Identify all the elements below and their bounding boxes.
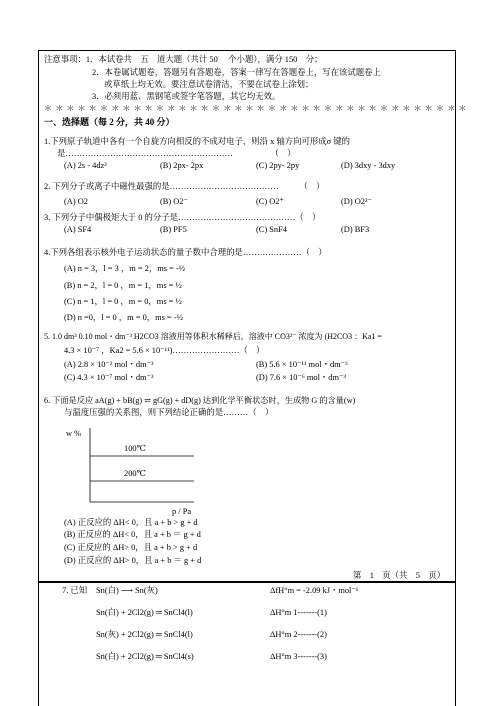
curve-label-100c: 100℃ (124, 444, 146, 453)
q6-option-b: (B) 正反应的 ΔH< 0，且 a + b ＝ g + d (64, 530, 201, 539)
q1-option-c: (C) 2py- 2py (256, 161, 300, 170)
page-number: 第 1 页（共 5 页） (353, 571, 446, 580)
q2-stem: 2. 下列分子或离子中磁性最强的是………………………………… （ ） (44, 182, 325, 191)
page-frame-continued (38, 582, 456, 706)
q4-option-c: (C) n = 1，l = 0 ，m = 0，ms = ½ (64, 297, 182, 306)
q7-enthalpy-3: ΔH°m 3-------(3) (270, 652, 327, 661)
q5-stem: 5. 1.0 dm³ 0.10 mol・dm⁻³ H2CO3 溶液用等体积水稀释后，溶液中 CO3²⁻ 浓度为 (H2CO3 ：Ka1 = (44, 332, 382, 341)
q3-option-c: (C) SnF4 (256, 225, 287, 234)
q6-stem: 6. 下面是反应 aA(g) + bB(g) ⇌ gG(g) + dD(g) 达到化学平衡状态时，生成物 G 的含量(w) (44, 396, 356, 405)
q2-option-b: (B) O2⁻ (160, 197, 188, 206)
q6-diagram (60, 418, 220, 518)
q3-option-a: (A) SF4 (64, 225, 92, 234)
q4-option-b: (B) n = 2，l = 0 ，m = 1，ms = ½ (64, 281, 182, 290)
q2-option-a: (A) O2 (64, 197, 88, 206)
q7-reaction-1: Sn(白) + 2Cl2(g) ═ SnCl4(l) (96, 608, 193, 617)
q6-option-a: (A) 正反应的 ΔH< 0，且 a + b > g + d (64, 518, 198, 527)
x-axis-label: p / Pa (172, 507, 192, 516)
q2-option-d: (D) O2²⁻ (341, 197, 372, 206)
q4-option-d: (D) n =0，l = 0 ，m = 0，ms = -½ (64, 313, 183, 322)
notice-line-2: 2．本卷属试题卷，答题另有答题卷，答案一律写在答题卷上，写在该试题卷上 (92, 68, 381, 77)
q7-reaction-2: Sn(灰) + 2Cl2(g) ═ SnCl4(l) (96, 630, 193, 639)
curve-label-200c: 200℃ (124, 469, 146, 478)
notice-line-4: 3．必须用蓝、黑钢笔或签字笔答题，其它均无效。 (92, 92, 281, 101)
q1-stem-cont: 是…………………………………………………… （ ） (57, 149, 296, 158)
q5-option-d: (D) 7.6 × 10⁻⁶ mol・dm⁻³ (256, 373, 346, 382)
q3-stem: 3. 下列分子中偶极矩大于 0 的分子是……………………………………（ ） (44, 213, 321, 222)
q7-reaction-3: Sn(白) + 2Cl2(g) ═ SnCl4(s) (96, 652, 194, 661)
q6-option-c: (C) 正反应的 ΔH> 0，且 a + b > g + d (64, 543, 198, 552)
q1-option-d: (D) 3dxy - 3dxy (341, 161, 396, 170)
q1-option-a: (A) 2s - 4dz² (64, 161, 107, 170)
notice-line-1: 注意事项：1．本试卷共 五 道大题（共计 50 个小题），满分 150 分； (44, 55, 323, 64)
q5-option-b: (B) 5.6 × 10⁻¹¹ mol・dm⁻³ (256, 360, 348, 369)
q7-enthalpy-1: ΔH°m 1-------(1) (270, 608, 327, 617)
q2-option-c: (C) O2⁺ (256, 197, 284, 206)
notice-line-3: 或草纸上均无效。要注意试卷清洁，不要在试卷上涂划； (104, 80, 314, 89)
q5-option-c: (C) 4.3 × 10⁻⁷ mol・dm⁻³ (64, 373, 154, 382)
q7-reaction-0: Sn(白) ⟶ Sn(灰) (96, 586, 158, 595)
q1-option-b: (B) 2px- 2px (160, 161, 204, 170)
q7-label: 7. 已知 (62, 586, 88, 595)
q7-enthalpy-0: ΔfH°m = -2.09 kJ・mol⁻¹ (270, 586, 359, 595)
section-title: 一、选择题（每 2 分，共 40 分） (44, 117, 175, 127)
q4-stem: 4.下列各组表示核外电子运动状态的量子数中合理的是…………………（ ） (44, 248, 327, 257)
q6-stem-cont: 与温度压强的关系图，则下列结论正确的是………（ ） (64, 408, 274, 417)
q5-option-a: (A) 2.8 × 10⁻² mol・dm⁻³ (64, 360, 154, 369)
q1-stem: 1.下列原子轨道中各有一个自旋方向相反的不成对电子，则沿 x 轴方向可形成σ 键的 (44, 137, 351, 146)
y-axis-label: w % (66, 429, 82, 438)
q6-option-d: (D) 正反应的 ΔH> 0，且 a + b ＝ g + d (64, 556, 202, 565)
q3-option-b: (B) PF5 (160, 225, 187, 234)
q5-stem-cont: 4.3 × 10⁻⁷ ，Ka2 = 5.6 × 10⁻¹¹)……………………（ ） (64, 346, 265, 355)
q3-option-d: (D) BF3 (341, 225, 370, 234)
q7-enthalpy-2: ΔH°m 2-------(2) (270, 630, 327, 639)
q4-option-a: (A) n = 3，l = 3 ，m = 2，ms = -½ (64, 264, 186, 273)
star-divider: ＊＊＊＊＊＊＊＊＊＊＊＊＊＊＊＊＊＊＊＊＊＊＊＊＊＊＊＊＊＊＊＊＊＊＊＊＊＊ (44, 104, 470, 113)
